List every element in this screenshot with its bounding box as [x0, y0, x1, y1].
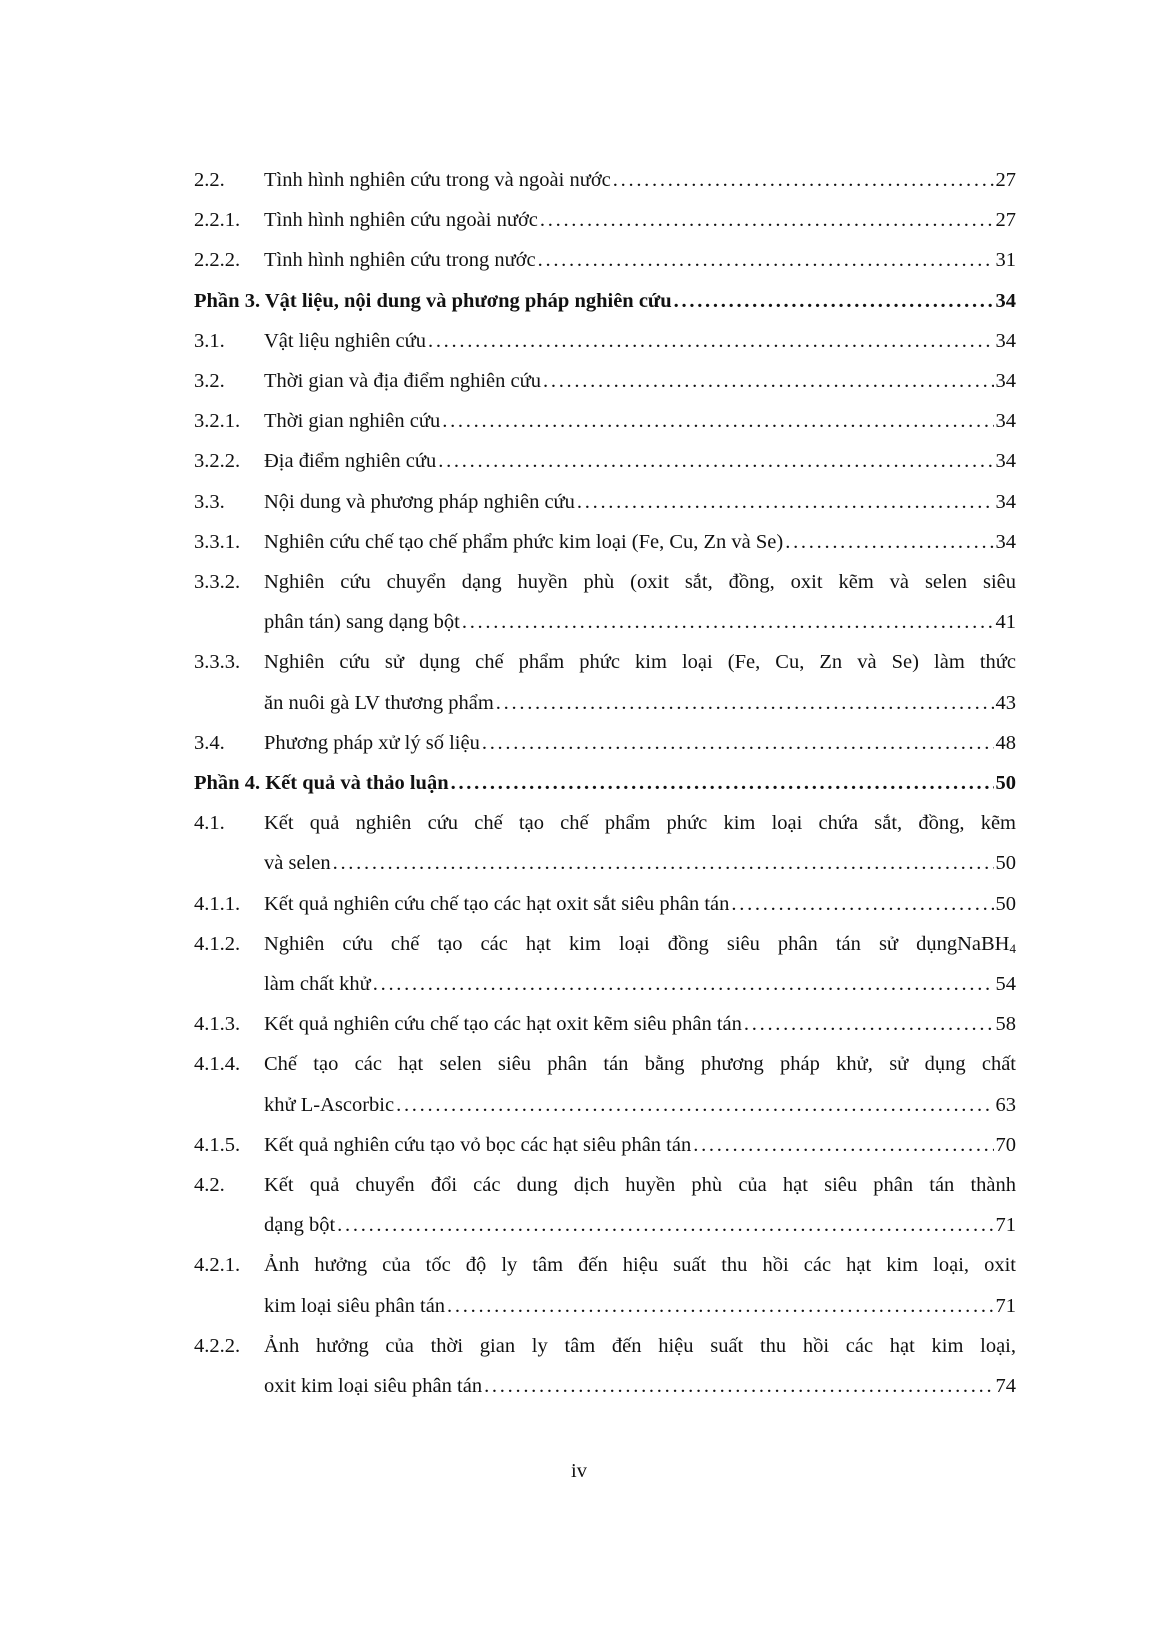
- toc-page-number: 70: [995, 1133, 1016, 1156]
- toc-entry-title: Tình hình nghiên cứu trong nước: [264, 249, 536, 272]
- toc-entry-number: 3.3.2.: [194, 571, 241, 594]
- toc-page-number: 50: [995, 772, 1016, 795]
- dot-leader: [436, 441, 993, 481]
- toc-entry[interactable]: [194, 401, 1016, 441]
- toc-entry-number: 3.2.: [194, 370, 225, 393]
- toc-part-heading[interactable]: [194, 763, 1016, 803]
- toc-entry-title: và selen: [264, 852, 331, 875]
- toc-entry[interactable]: [194, 1326, 1016, 1406]
- page-number: iv: [571, 1460, 587, 1482]
- toc-entry-number: 3.3.3.: [194, 651, 241, 674]
- toc-entry-number: 2.2.: [194, 169, 225, 191]
- toc-entry-title: Kết quả chuyển đổi các dung dịch huyền phù của hạt siêu phân tán thành: [264, 1174, 1016, 1197]
- toc-page-number: 71: [995, 1214, 1016, 1237]
- toc-page-number: 34: [995, 410, 1016, 433]
- dot-leader: [672, 281, 994, 321]
- toc-entry-title: Nghiên cứu sử dụng chế phẩm phức kim loại (Fe, Cu, Zn và Se) làm thức: [264, 651, 1016, 674]
- dot-leader: [541, 361, 994, 401]
- toc-page-number: 50: [995, 892, 1016, 915]
- toc-page-number: 74: [995, 1375, 1016, 1398]
- toc-entry-title: Vật liệu nghiên cứu: [264, 329, 426, 352]
- toc-entry-title: Nghiên cứu chuyển dạng huyền phù (oxit sắt, đồng, oxit kẽm và selen siêu: [264, 571, 1016, 594]
- toc-entry-number: 3.2.1.: [194, 410, 241, 433]
- toc-entry-number: 4.1.2.: [194, 932, 241, 955]
- toc-entry-title: Tình hình nghiên cứu ngoài nước: [264, 209, 538, 232]
- toc-entry-title: khử L-Ascorbic: [264, 1093, 395, 1116]
- toc-page-number: 34: [995, 329, 1016, 352]
- toc-entry-title: Kết quả nghiên cứu chế tạo các hạt oxit sắt siêu phân tán: [264, 892, 730, 915]
- toc-page-number: 27: [995, 169, 1016, 191]
- toc-entry-title: kim loại siêu phân tán: [264, 1294, 446, 1317]
- toc-entry[interactable]: [194, 884, 1016, 924]
- toc-entry-title: Kết quả nghiên cứu chế tạo các hạt oxit kẽm siêu phân tán: [264, 1013, 742, 1036]
- toc-page-number: 34: [995, 450, 1016, 473]
- dot-leader: [536, 240, 994, 280]
- toc-entry-number: 3.2.2.: [194, 450, 241, 473]
- dot-leader: [494, 683, 994, 723]
- toc-entry-number: 2.2.2.: [194, 249, 241, 272]
- toc-entry[interactable]: [194, 642, 1016, 722]
- dot-leader: [445, 1286, 993, 1326]
- dot-leader: [482, 1366, 993, 1406]
- dot-leader: [331, 843, 994, 883]
- toc-page-number: 31: [995, 249, 1016, 272]
- toc-entry[interactable]: [194, 924, 1016, 1004]
- dot-leader: [575, 482, 994, 522]
- toc-entry-title: Nội dung và phương pháp nghiên cứu: [264, 490, 575, 513]
- toc-entry[interactable]: [194, 1044, 1016, 1124]
- dot-leader: [480, 723, 994, 763]
- toc-entry[interactable]: [194, 1245, 1016, 1325]
- toc-entry-number: 4.2.1.: [194, 1254, 241, 1277]
- toc-entry[interactable]: [194, 441, 1016, 481]
- dot-leader: [335, 1205, 993, 1245]
- dot-leader: [611, 160, 994, 200]
- toc-entry[interactable]: [194, 723, 1016, 763]
- toc-entry-title: Nghiên cứu chế tạo chế phẩm phức kim loại (Fe, Cu, Zn và Se): [264, 530, 784, 553]
- toc-entry-title: dạng bột: [264, 1214, 336, 1237]
- toc-page-number: 48: [995, 731, 1016, 754]
- toc-entry[interactable]: [194, 803, 1016, 883]
- dot-leader: [742, 1004, 994, 1044]
- dot-leader: [449, 763, 994, 803]
- toc-page-number: 34: [995, 289, 1016, 312]
- toc-page-number: 34: [995, 530, 1016, 553]
- dot-leader: [440, 401, 993, 441]
- formula-subscript: 4: [1009, 940, 1016, 956]
- toc-page-number: 71: [995, 1294, 1016, 1317]
- toc-entry-title: Kết quả nghiên cứu chế tạo chế phẩm phức kim loại chứa sắt, đồng, kẽm: [264, 812, 1016, 835]
- dot-leader: [783, 522, 993, 562]
- toc-entry-number: 3.3.1.: [194, 530, 241, 553]
- toc-part-heading[interactable]: [194, 281, 1016, 321]
- toc-entry-title: Chế tạo các hạt selen siêu phân tán bằng phương pháp khử, sử dụng chất: [264, 1053, 1016, 1076]
- toc-entry-number: 3.4.: [194, 731, 225, 754]
- toc-entry[interactable]: [194, 1125, 1016, 1165]
- toc-page-number: 43: [995, 691, 1016, 714]
- toc-entry[interactable]: [194, 361, 1016, 401]
- toc-page-number: 27: [995, 209, 1016, 232]
- toc-entry-title: Thời gian nghiên cứu: [264, 410, 441, 433]
- toc-entry[interactable]: [194, 160, 1016, 200]
- toc-entry-number: 4.2.2.: [194, 1334, 241, 1357]
- toc-entry[interactable]: [194, 522, 1016, 562]
- toc-entry-title: Phần 3. Vật liệu, nội dung và phương pháp nghiên cứu: [194, 289, 672, 312]
- toc-entry-number: 2.2.1.: [194, 209, 241, 232]
- toc-entry[interactable]: [194, 1165, 1016, 1245]
- toc-page-number: 34: [995, 490, 1016, 513]
- toc-entry-number: 4.1.5.: [194, 1133, 241, 1156]
- toc-entry[interactable]: [194, 562, 1016, 642]
- toc-entry-number: 3.3.: [194, 490, 225, 513]
- toc-entry[interactable]: [194, 240, 1016, 280]
- toc-entry-title: Phương pháp xử lý số liệu: [264, 731, 480, 754]
- dot-leader: [729, 884, 993, 924]
- toc-page-number: 50: [995, 852, 1016, 875]
- toc-entry-title: oxit kim loại siêu phân tán: [264, 1375, 483, 1398]
- toc-entry-number: 4.1.: [194, 812, 225, 835]
- toc-entry-title: Nghiên cứu chế tạo các hạt kim loại đồng siêu phân tán sử dụngNaBH: [264, 932, 1010, 955]
- toc-entry-title: Địa điểm nghiên cứu: [264, 450, 437, 473]
- toc-entry-number: 4.2.: [194, 1174, 225, 1197]
- dot-leader: [394, 1085, 993, 1125]
- dot-leader: [538, 200, 994, 240]
- toc-entry-title: ăn nuôi gà LV thương phẩm: [264, 691, 494, 714]
- toc-page-number: 41: [995, 611, 1016, 634]
- toc-entry-number: 4.1.4.: [194, 1053, 241, 1076]
- toc-entry-title: Ảnh hưởng của thời gian ly tâm đến hiệu suất thu hồi các hạt kim loại,: [264, 1334, 1016, 1357]
- toc-entry[interactable]: [194, 200, 1016, 240]
- toc-page-number: 54: [995, 973, 1016, 996]
- dot-leader: [371, 964, 994, 1004]
- toc-entry-title: phân tán) sang dạng bột: [264, 611, 460, 634]
- toc-page-number: 34: [995, 370, 1016, 393]
- toc-entry[interactable]: [194, 482, 1016, 522]
- toc-entry[interactable]: [194, 321, 1016, 361]
- toc-page-number: 58: [995, 1013, 1016, 1036]
- toc-entry-title: Ảnh hưởng của tốc độ ly tâm đến hiệu suất thu hồi các hạt kim loại, oxit: [264, 1254, 1016, 1277]
- toc-entry-title: Tình hình nghiên cứu trong và ngoài nước: [264, 169, 611, 191]
- toc-entry-title: Thời gian và địa điểm nghiên cứu: [264, 370, 541, 393]
- toc-entry-number: 3.1.: [194, 329, 225, 352]
- dot-leader: [426, 321, 994, 361]
- dot-leader: [691, 1125, 993, 1165]
- toc-entry-title: Kết quả nghiên cứu tạo vỏ bọc các hạt siêu phân tán: [264, 1133, 692, 1156]
- dot-leader: [460, 602, 994, 642]
- toc-entry-number: 4.1.3.: [194, 1013, 241, 1036]
- toc-entry-title: Phần 4. Kết quả và thảo luận: [194, 772, 449, 795]
- toc-entry-number: 4.1.1.: [194, 892, 241, 915]
- table-of-contents: [194, 160, 1016, 1406]
- toc-page-number: 63: [995, 1093, 1016, 1116]
- toc-entry[interactable]: [194, 1004, 1016, 1044]
- toc-entry-title: làm chất khử: [264, 973, 371, 996]
